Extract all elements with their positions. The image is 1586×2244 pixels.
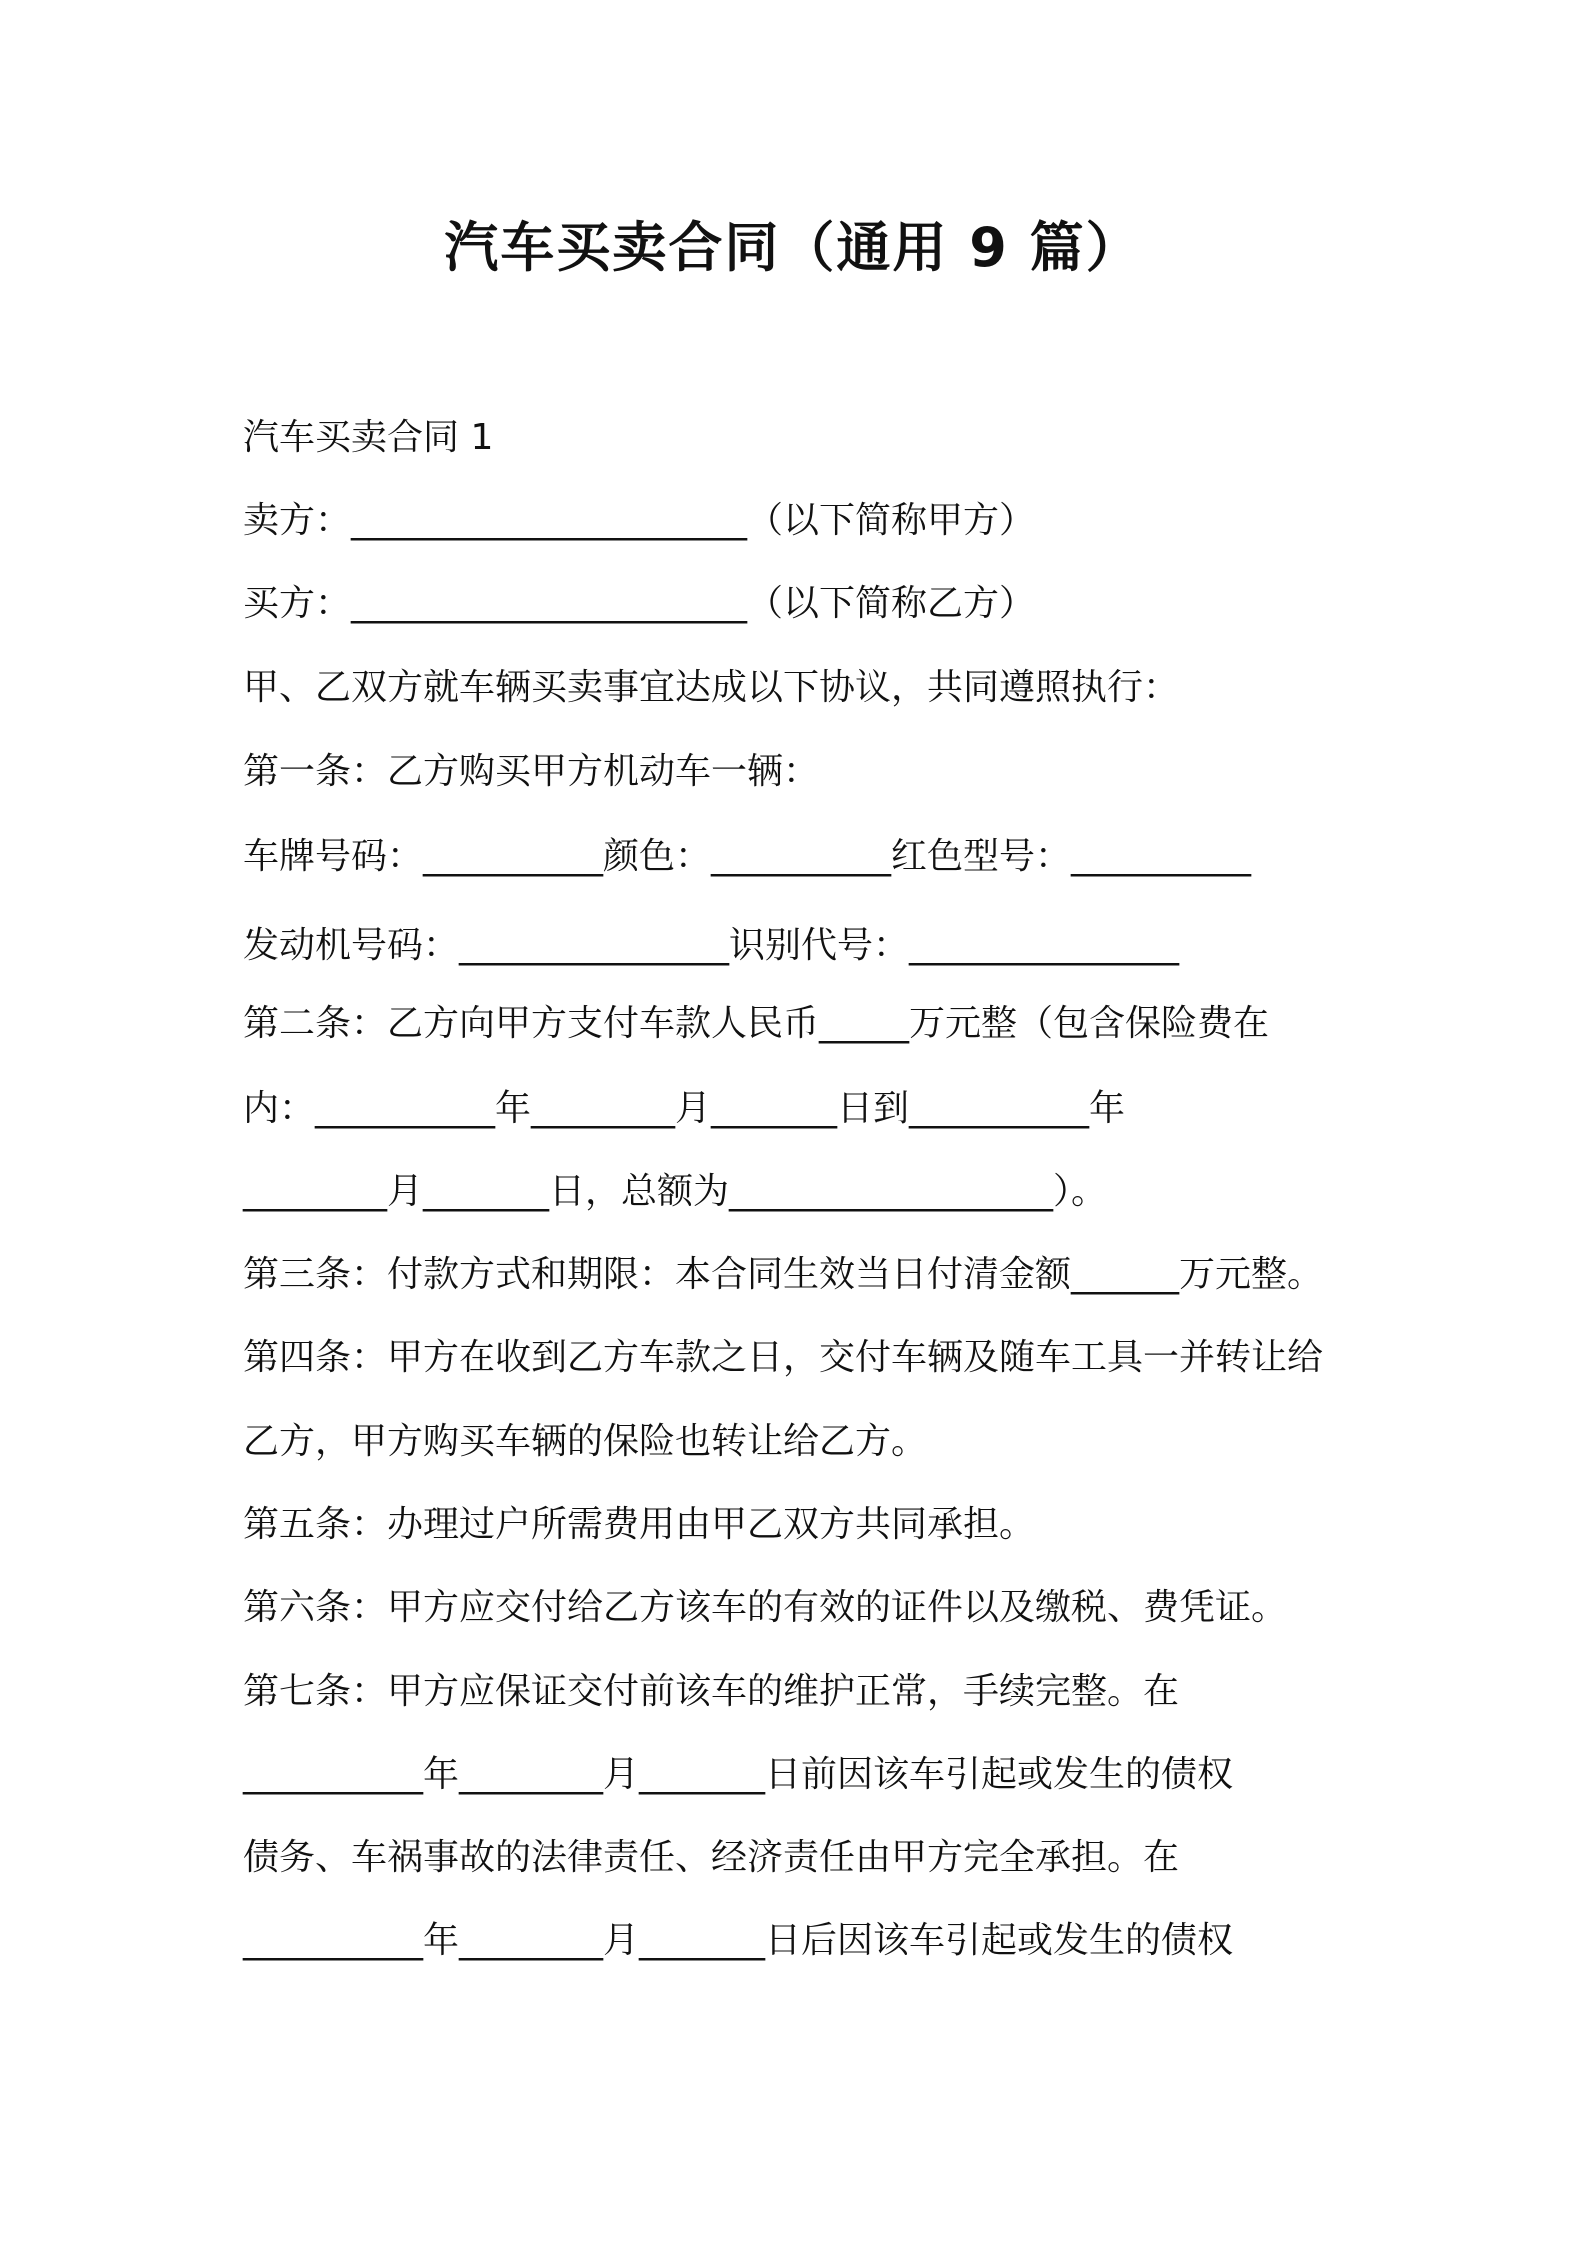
article-2-line-3: ________月_______日，总额为__________________）。	[243, 1171, 1108, 1212]
article-7-line-3: 债务、车祸事故的法律责任、经济责任由甲方完全承担。在	[243, 1837, 1180, 1878]
document-title: 汽车买卖合同（通用 9 篇）	[444, 216, 1142, 279]
article-4-line-1: 第四条：甲方在收到乙方车款之日，交付车辆及随车工具一并转让给	[243, 1337, 1324, 1378]
article-2-line-2: 内：__________年________月_______日到__________年	[243, 1088, 1125, 1129]
vehicle-plate-color-model: 车牌号码：__________颜色：__________红色型号：__________	[243, 836, 1252, 877]
article-2-line-1: 第二条：乙方向甲方支付车款人民币_____万元整（包含保险费在	[243, 1003, 1270, 1044]
contract-heading: 汽车买卖合同 1	[243, 417, 494, 458]
article-5: 第五条：办理过户所需费用由甲乙双方共同承担。	[243, 1504, 1036, 1545]
article-1: 第一条：乙方购买甲方机动车一辆：	[243, 751, 820, 792]
article-7-line-2: __________年________月_______日前因该车引起或发生的债权	[243, 1754, 1234, 1795]
buyer-line: 买方：______________________（以下简称乙方）	[243, 583, 1036, 624]
article-3: 第三条：付款方式和期限：本合同生效当日付清金额______万元整。	[243, 1254, 1324, 1295]
article-4-line-2: 乙方，甲方购买车辆的保险也转让给乙方。	[243, 1421, 928, 1462]
article-6: 第六条：甲方应交付给乙方该车的有效的证件以及缴税、费凭证。	[243, 1587, 1288, 1628]
seller-line: 卖方：______________________（以下简称甲方）	[243, 500, 1036, 541]
engine-vin-line: 发动机号码：_______________识别代号：_______________	[243, 925, 1180, 966]
article-7-line-4: __________年________月_______日后因该车引起或发生的债权	[243, 1920, 1234, 1961]
article-7-line-1: 第七条：甲方应保证交付前该车的维护正常，手续完整。在	[243, 1671, 1180, 1712]
agreement-intro: 甲、乙双方就车辆买卖事宜达成以下协议，共同遵照执行：	[243, 667, 1180, 708]
